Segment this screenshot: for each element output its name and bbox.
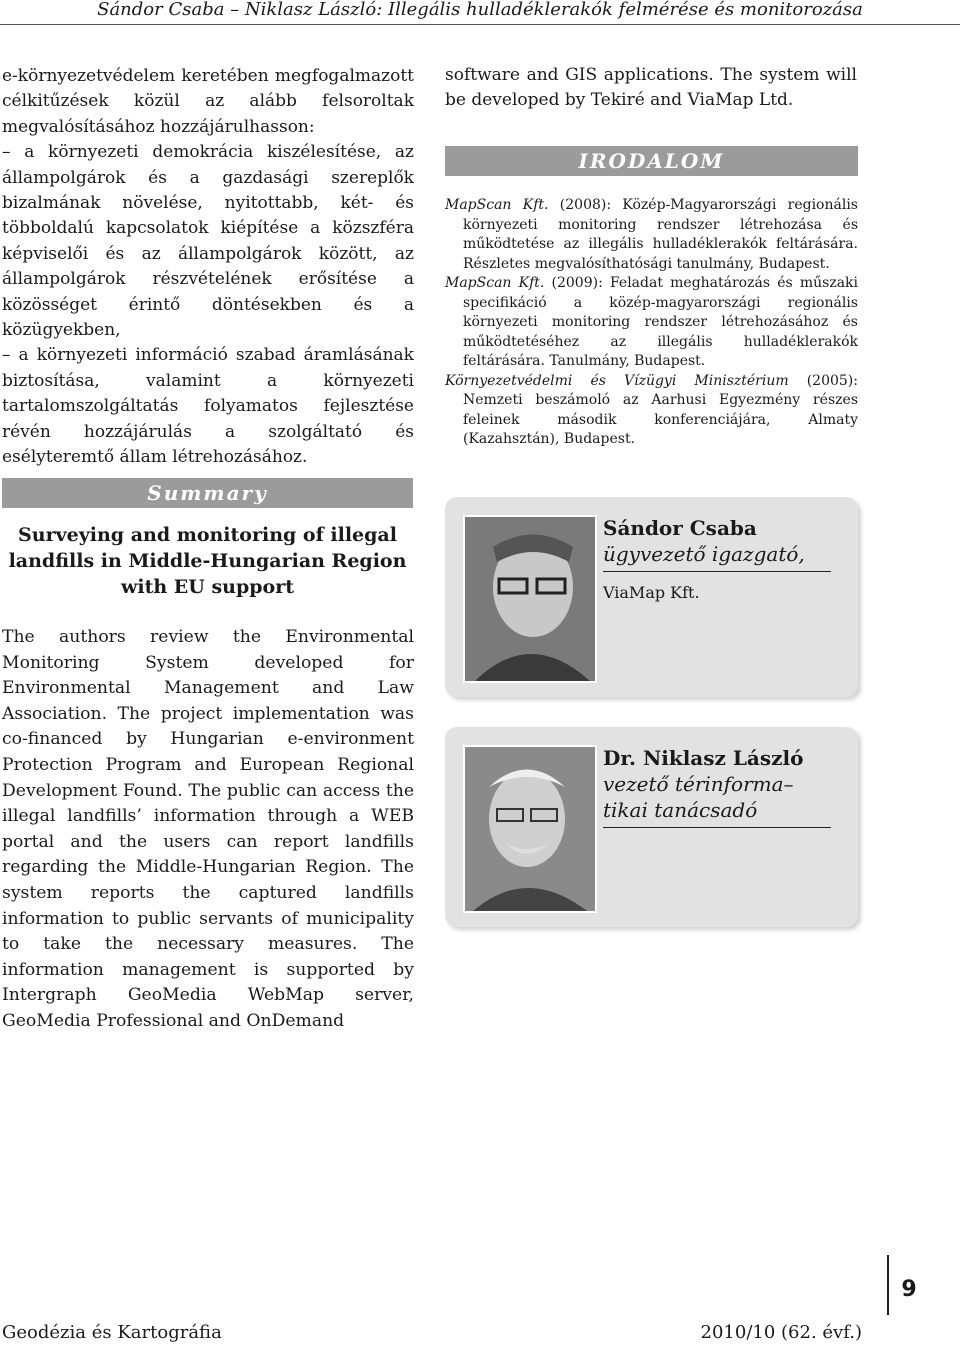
author-photo (463, 515, 597, 683)
reference-text: (2005): Nemzeti beszámoló az Aarhusi Egyezmény részes feleinek második konferenciájára, Almaty (Kazahsztán), Budapest. (463, 372, 858, 447)
reference-author: Környezetvédelmi és Vízügyi Minisztérium (445, 372, 789, 389)
references-heading: IRODALOM (445, 146, 858, 176)
reference-text: (2009): Feladat meghatározás és műszaki specifikáció a közép-magyarországi regionális környezeti monitoring rendszer létrehozásához és működtetéséhez az illegális hulladéklerakók feltárására. Tanulmány, Budapest. (463, 275, 859, 369)
divider (603, 827, 831, 828)
reference-author: MapScan Kft. (445, 275, 545, 291)
summary-heading: Summary (2, 478, 413, 508)
left-column-text (2, 64, 414, 471)
summary-body: The authors review the Environmental Monitoring System developed for Environmental Management and Law Association. The project implementation was co-financed by Hungarian e-environment Protection Program and European Regional Development Found. The public can access the illegal landfills’ information through a WEB portal and the users can report landfills regarding the Middle-Hungarian Region. The system reports the captured landfills information to public servants of municipality to take the necessary measures. The information management is supported by Intergraph GeoMedia WebMap server, GeoMedia Professional and OnDemand (2, 627, 414, 1031)
right-column-continuation: software and GIS applications. The system will be developed by Tekiré and ViaMap Ltd. (445, 65, 857, 111)
reference-text: (2008): Közép-Magyarországi regionális környezeti monitoring rendszer létrehozása és működtetése az illegális hulladéklerakók feltárására. Részletes megvalósíthatósági tanulmány, Budapest. (463, 197, 858, 272)
list-item: – a környezeti demokrácia kiszélesítése, az állampolgárok és a gazdasági szereplők bizalmának növelése, nyitottabb, két- és többoldalú kapcsolatok kiépítése a közszféra képviselői és az állampolgárok között, az állampolgárok részvételének erősítése a közösséget érintő döntésekben és a közügyekben, (2, 142, 414, 341)
author-info (603, 745, 831, 828)
reference-item (445, 196, 858, 274)
author-role: vezető térinforma–tikai tanácsadó (603, 772, 794, 822)
reference-item (445, 274, 858, 372)
reference-item (445, 372, 858, 450)
journal-name: Geodézia és Kartográfia (2, 1322, 222, 1343)
issue-info: 2010/10 (62. évf.) (700, 1322, 862, 1343)
summary-title: Surveying and monitoring of illegal landfills in Middle-Hungarian Region with EU support (8, 524, 407, 598)
references-list (445, 196, 858, 450)
author-info (603, 515, 831, 606)
author-card (445, 727, 858, 927)
author-role: ügyvezető igazgató, (603, 542, 805, 566)
running-header: Sándor Csaba – Niklasz László: Illegális hulladéklerakók felmérése és monitorozása (0, 0, 960, 25)
author-company: ViaMap Kft. (603, 583, 700, 602)
author-name: Dr. Niklasz László (603, 746, 804, 770)
portrait-image (465, 747, 595, 911)
intro-paragraph: e-környezetvédelem keretében megfogalmazott célkitűzések közül az alább felsoroltak megvalósításához hozzájárulhasson: (2, 66, 414, 137)
page-number-rule (887, 1255, 889, 1315)
page-number: 9 (901, 1277, 917, 1302)
list-item: – a környezeti információ szabad áramlásának biztosítása, valamint a környezeti tartalomszolgáltatás folyamatos fejlesztése révén hozzájárulás a szolgáltató és esélyteremtő állam létrehozásához. (2, 345, 414, 468)
portrait-image (465, 517, 595, 681)
divider (603, 571, 831, 572)
author-photo (463, 745, 597, 913)
author-name: Sándor Csaba (603, 516, 757, 540)
reference-author: MapScan Kft. (445, 197, 549, 213)
author-card (445, 497, 858, 697)
